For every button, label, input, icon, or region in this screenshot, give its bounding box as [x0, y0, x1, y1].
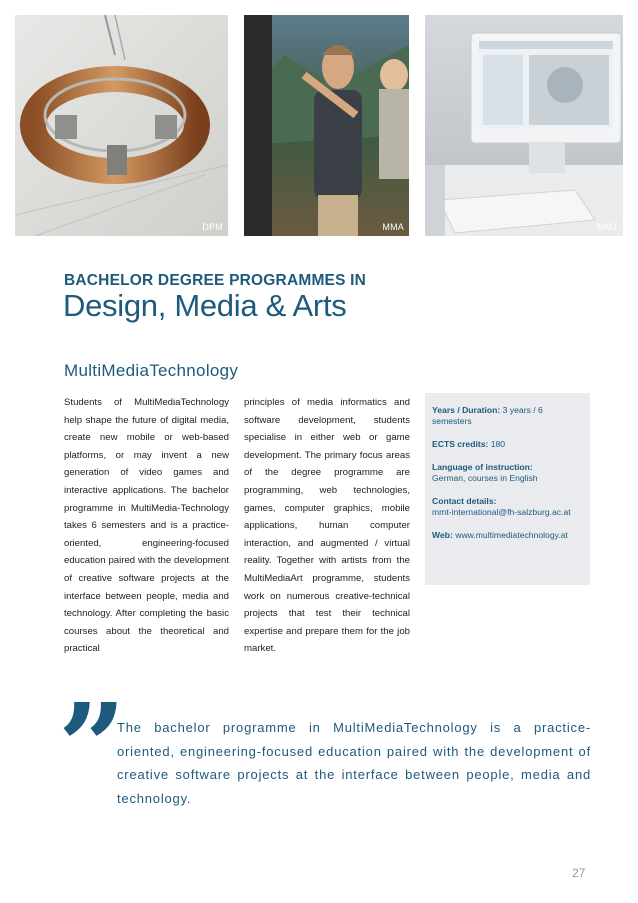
- photo-label-dpm: DPM: [202, 222, 223, 232]
- photo-mmt-image: [425, 15, 623, 236]
- page-title: Design, Media & Arts: [63, 288, 347, 323]
- info-box: [425, 393, 590, 585]
- photo-dpm: [15, 15, 228, 236]
- info-web: [432, 530, 584, 541]
- photo-mmt: [425, 15, 623, 236]
- photo-label-mmt: MMT: [596, 222, 618, 232]
- body-column-2: principles of media informatics and software development, students specialise in either web or game development. The primary focus areas of the degree programme are programming, web technologies, games, computer graphics, mobile applications, human computer interaction, and augmented / virtual reality. Together with artists from the MultiMediaArt programme, students work on numerous creative-technical projects that test their technical expertise and prepare them for the job market.: [244, 397, 410, 655]
- info-years: [432, 405, 584, 427]
- info-contact-label: Contact details:: [432, 496, 497, 506]
- photo-mma-image: [244, 15, 409, 236]
- photo-label-mma: MMA: [382, 222, 404, 232]
- info-contact-email[interactable]: mmt-international@fh-salzburg.ac.at: [432, 507, 571, 517]
- photo-dpm-image: [15, 15, 228, 236]
- info-ects: [432, 439, 584, 450]
- quote-mark-icon: ”: [58, 677, 116, 816]
- section-kicker: BACHELOR DEGREE PROGRAMMES IN: [64, 272, 367, 289]
- photo-mma: [244, 15, 409, 236]
- info-web-label: Web:: [432, 530, 453, 540]
- info-years-value: 3 years / 6 semesters: [432, 405, 543, 426]
- pull-quote: The bachelor programme in MultiMediaTechnology is a practice-oriented, engineering-focused education paired with the development of creative software projects at the interface between people, media and technology.: [117, 720, 591, 806]
- page-number: 27: [572, 866, 586, 880]
- info-contact: [432, 496, 584, 518]
- info-ects-value: 180: [488, 439, 506, 449]
- info-language: [432, 462, 584, 484]
- info-ects-label: ECTS credits:: [432, 439, 489, 449]
- info-language-label: Language of instruction:: [432, 462, 533, 472]
- programme-title: MultiMediaTechnology: [64, 361, 239, 380]
- info-years-label: Years / Duration:: [432, 405, 501, 415]
- body-column-1: Students of MultiMediaTechnology help shape the future of digital media, create new mobile or web-based platforms, or may invent a new generation of video games and interactive applications. The bachelor programme in MultiMedia-Technology takes 6 semesters and is a practice-oriented, engineering-focused education paired with the development of creative software projects at the interface between people, media and technology. After completing the basic courses about the theoretical and practical: [64, 397, 229, 655]
- info-language-value: German, courses in English: [432, 473, 538, 483]
- info-web-link[interactable]: www.multimediatechnology.at: [452, 530, 568, 540]
